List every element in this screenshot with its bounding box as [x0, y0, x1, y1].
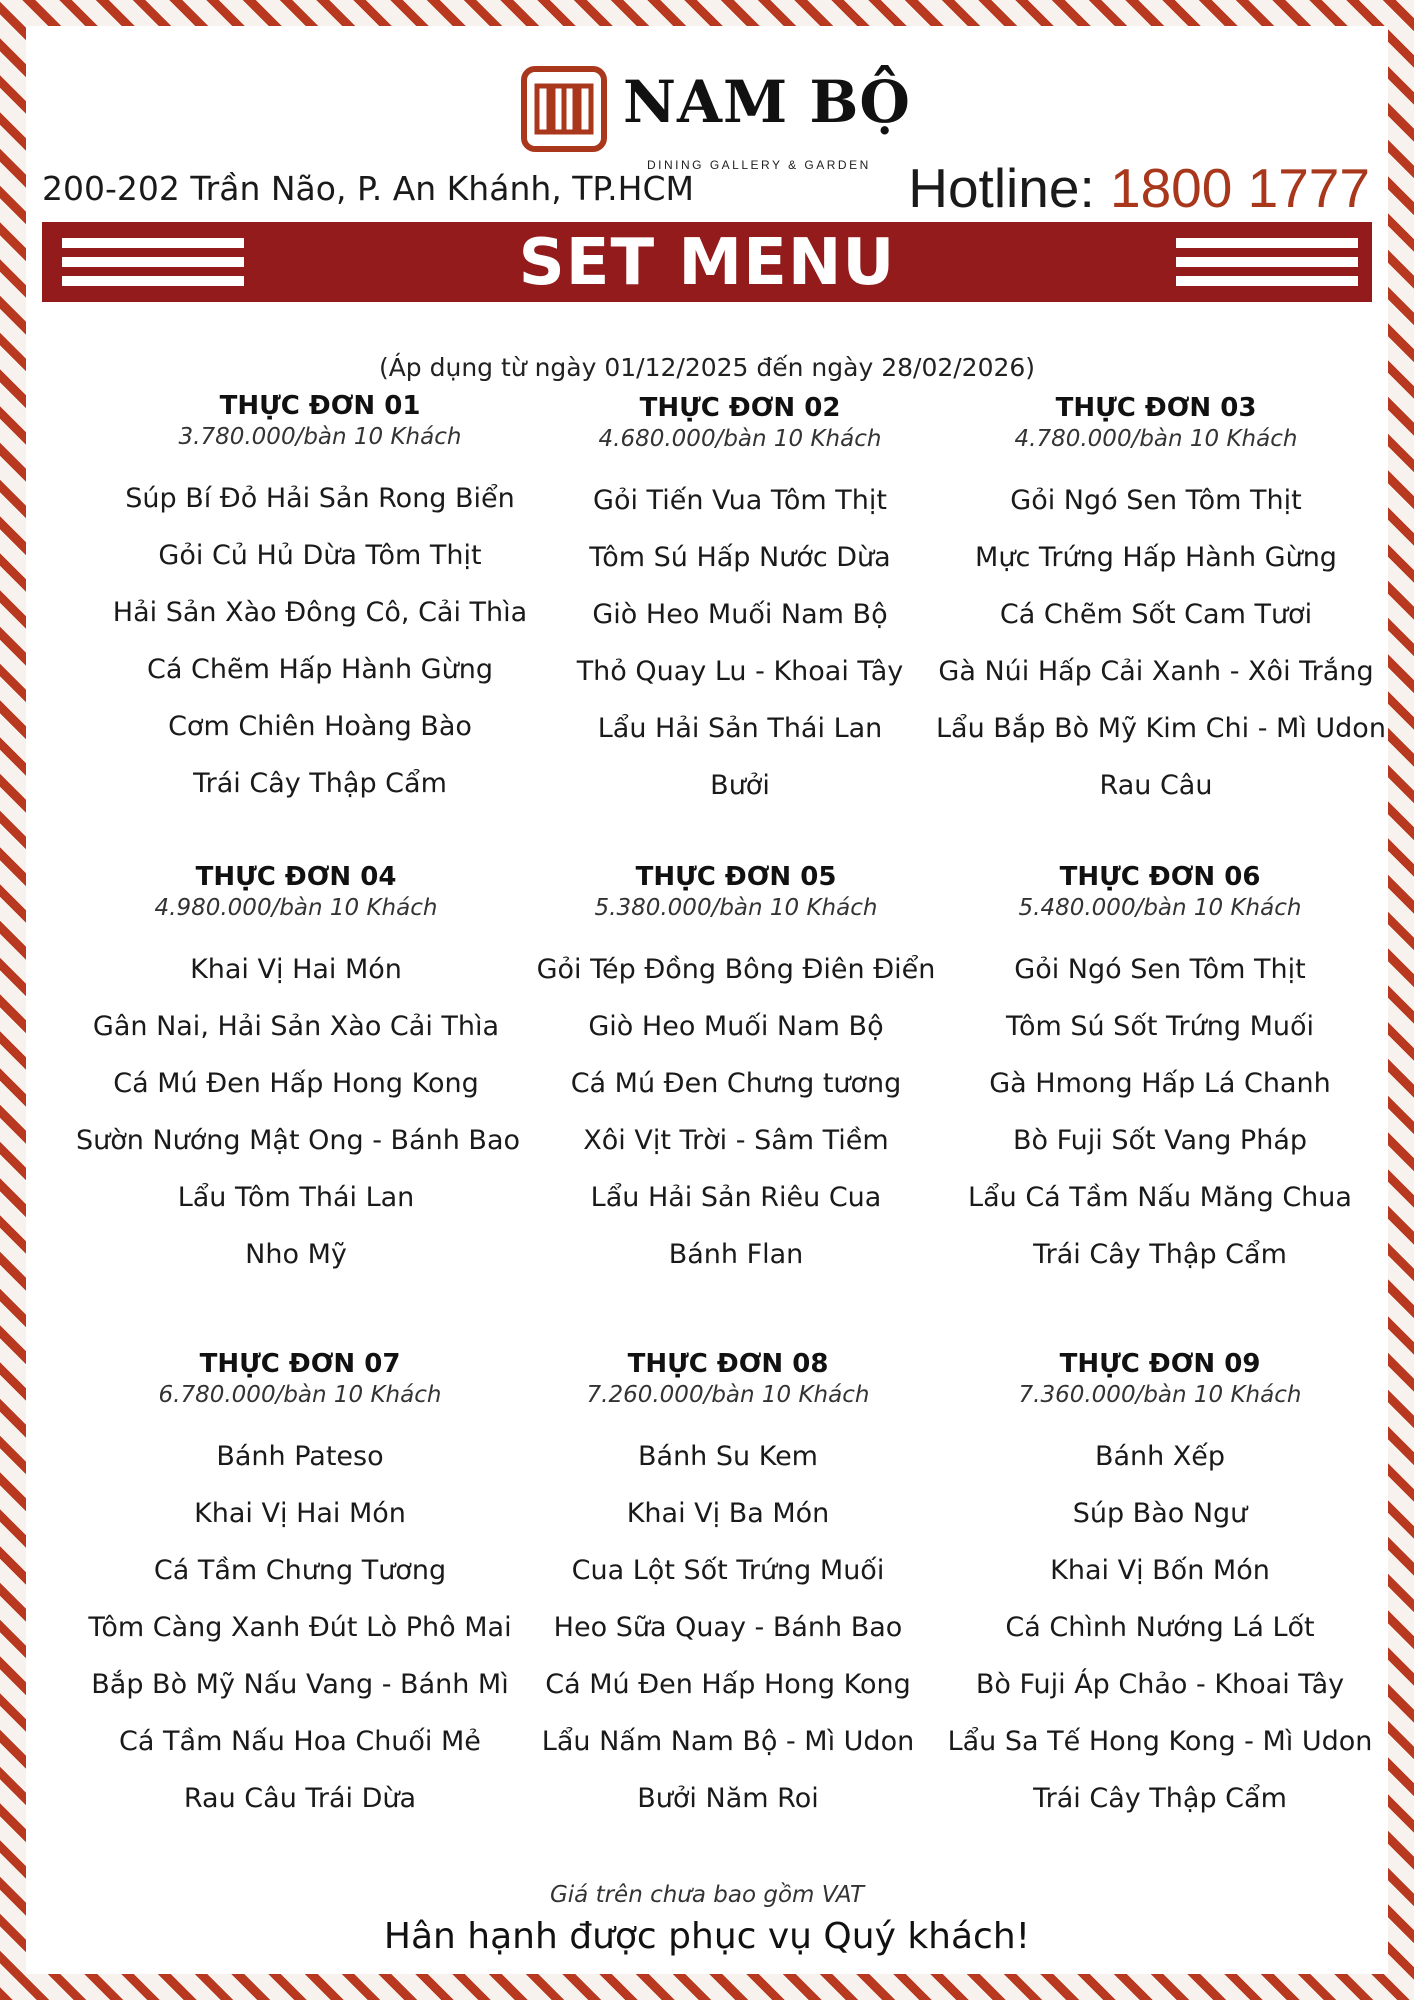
set-menu-07	[80, 1348, 520, 1827]
dish-item: Thỏ Quay Lu - Khoai Tây	[576, 656, 904, 687]
dish-item: Lẩu Hải Sản Riêu Cua	[590, 1182, 882, 1213]
banner-stripes-right	[1176, 238, 1358, 286]
dish-item: Gỏi Tép Đồng Bông Điên Điển	[536, 954, 936, 985]
dish-item: Bánh Pateso	[216, 1441, 384, 1472]
dish-item: Cá Chình Nướng Lá Lốt	[1005, 1612, 1315, 1643]
dish-item: Gỏi Tiến Vua Tôm Thịt	[593, 485, 887, 516]
menu-price: 4.680.000/bàn 10 Khách	[598, 426, 882, 452]
menu-title: THỰC ĐƠN 09	[1059, 1349, 1261, 1379]
set-menu-02	[520, 392, 960, 814]
menu-title: THỰC ĐƠN 05	[635, 862, 837, 892]
dish-item: Lẩu Cá Tầm Nấu Măng Chua	[968, 1182, 1352, 1213]
validity-period: (Áp dụng từ ngày 01/12/2025 đến ngày 28/02/2026)	[378, 353, 1036, 382]
dish-item: Xôi Vịt Trời - Sâm Tiềm	[583, 1125, 889, 1156]
dish-item: Giò Heo Muối Nam Bộ	[588, 1011, 884, 1042]
dish-item: Gỏi Ngó Sen Tôm Thịt	[1014, 954, 1306, 985]
set-menu-03	[936, 392, 1386, 814]
menu-title: THỰC ĐƠN 04	[195, 862, 397, 892]
dish-item: Tôm Sú Hấp Nước Dừa	[589, 542, 891, 573]
set-menu-05	[516, 861, 956, 1283]
dish-item: Lẩu Nấm Nam Bộ - Mì Udon	[541, 1726, 915, 1757]
dish-item: Giò Heo Muối Nam Bộ	[592, 599, 888, 630]
dish-item: Bưởi	[710, 770, 770, 801]
menu-price: 7.360.000/bàn 10 Khách	[1018, 1382, 1302, 1408]
dish-item: Bánh Flan	[668, 1239, 804, 1270]
menu-title: THỰC ĐƠN 01	[219, 391, 421, 421]
brand-tagline: DINING GALLERY & GARDEN	[647, 158, 871, 172]
dish-item: Hải Sản Xào Đông Cô, Cải Thìa	[112, 597, 528, 628]
menu-price: 4.980.000/bàn 10 Khách	[154, 895, 438, 921]
menu-title: THỰC ĐƠN 08	[627, 1349, 829, 1379]
dish-item: Tôm Càng Xanh Đút Lò Phô Mai	[88, 1612, 512, 1643]
menu-title: THỰC ĐƠN 03	[1055, 393, 1257, 423]
dish-item: Lẩu Bắp Bò Mỹ Kim Chi - Mì Udon	[936, 713, 1386, 744]
menu-title: THỰC ĐƠN 07	[199, 1349, 401, 1379]
set-menu-06	[940, 861, 1380, 1283]
logo-mark-icon	[521, 66, 607, 152]
dish-item: Lẩu Hải Sản Thái Lan	[597, 713, 883, 744]
menu-card	[26, 26, 1388, 1974]
dish-item: Trái Cây Thập Cẩm	[1033, 1239, 1287, 1270]
brand-logo	[521, 66, 951, 186]
menu-price: 7.260.000/bàn 10 Khách	[586, 1382, 870, 1408]
dish-item: Cá Mú Đen Hấp Hong Kong	[545, 1669, 911, 1700]
dish-item: Mực Trứng Hấp Hành Gừng	[975, 542, 1337, 573]
dish-item: Cá Tầm Chưng Tương	[153, 1555, 447, 1586]
menu-price: 3.780.000/bàn 10 Khách	[178, 424, 462, 450]
closing-message: Hân hạnh được phục vụ Quý khách!	[383, 1916, 1031, 1957]
dish-item: Khai Vị Bốn Món	[1050, 1555, 1270, 1586]
dish-item: Sườn Nướng Mật Ong - Bánh Bao	[76, 1125, 521, 1156]
set-menu-08	[508, 1348, 948, 1827]
dish-item: Tôm Sú Sốt Trứng Muối	[1005, 1011, 1315, 1042]
hotline-label: Hotline:	[908, 157, 1095, 219]
hotline-number[interactable]: 1800 1777	[1110, 157, 1370, 219]
dish-item: Cá Mú Đen Hấp Hong Kong	[113, 1068, 479, 1099]
dish-item: Cá Chẽm Hấp Hành Gừng	[147, 654, 493, 685]
dish-item: Bưởi Năm Roi	[637, 1783, 819, 1814]
dish-item: Lẩu Sa Tế Hong Kong - Mì Udon	[947, 1726, 1373, 1757]
brand-name: NAM BỘ	[623, 68, 911, 136]
set-menu-banner	[42, 222, 1372, 302]
banner-title: SET MENU	[518, 226, 896, 300]
dish-item: Bắp Bò Mỹ Nấu Vang - Bánh Mì	[91, 1669, 509, 1700]
dish-item: Khai Vị Ba Món	[626, 1498, 830, 1529]
dish-item: Cá Tầm Nấu Hoa Chuối Mẻ	[119, 1726, 481, 1757]
dish-item: Nho Mỹ	[245, 1239, 347, 1270]
dish-item: Gỏi Ngó Sen Tôm Thịt	[1010, 485, 1302, 516]
dish-item: Gân Nai, Hải Sản Xào Cải Thìa	[92, 1011, 500, 1042]
dish-item: Lẩu Tôm Thái Lan	[177, 1182, 415, 1213]
dish-item: Trái Cây Thập Cẩm	[1033, 1783, 1287, 1814]
dish-item: Súp Bí Đỏ Hải Sản Rong Biển	[125, 483, 515, 514]
restaurant-address: 200-202 Trần Não, P. An Khánh, TP.HCM	[42, 169, 694, 208]
menu-title: THỰC ĐƠN 02	[639, 393, 841, 423]
dish-item: Gà Núi Hấp Cải Xanh - Xôi Trắng	[938, 656, 1374, 687]
dish-item: Cơm Chiên Hoàng Bào	[168, 711, 472, 742]
dish-item: Rau Câu Trái Dừa	[183, 1783, 417, 1814]
set-menu-04	[76, 861, 521, 1283]
dish-item: Súp Bào Ngư	[1072, 1498, 1248, 1529]
dish-item: Khai Vị Hai Món	[190, 954, 402, 985]
dish-item: Bánh Xếp	[1094, 1441, 1226, 1472]
set-menu-01	[100, 390, 540, 812]
dish-item: Bò Fuji Áp Chảo - Khoai Tây	[975, 1669, 1345, 1700]
dish-item: Cá Mú Đen Chưng tương	[570, 1068, 902, 1099]
dish-item: Bò Fuji Sốt Vang Pháp	[1012, 1125, 1308, 1156]
set-menu-09	[940, 1348, 1380, 1827]
dish-item: Cá Chẽm Sốt Cam Tươi	[999, 599, 1313, 630]
dish-item: Heo Sữa Quay - Bánh Bao	[553, 1612, 903, 1643]
dish-item: Khai Vị Hai Món	[194, 1498, 406, 1529]
menu-price: 4.780.000/bàn 10 Khách	[1014, 426, 1298, 452]
dish-item: Gỏi Củ Hủ Dừa Tôm Thịt	[158, 540, 482, 571]
dish-item: Gà Hmong Hấp Lá Chanh	[989, 1068, 1331, 1099]
menu-price: 6.780.000/bàn 10 Khách	[158, 1382, 442, 1408]
dish-item: Cua Lột Sốt Trứng Muối	[571, 1555, 885, 1586]
vat-note: Giá trên chưa bao gồm VAT	[549, 1882, 865, 1908]
menu-title: THỰC ĐƠN 06	[1059, 862, 1261, 892]
hotline	[908, 156, 1370, 220]
dish-item: Rau Câu	[1099, 770, 1213, 801]
dish-item: Bánh Su Kem	[638, 1441, 818, 1472]
dish-item: Trái Cây Thập Cẩm	[193, 768, 447, 799]
menu-price: 5.380.000/bàn 10 Khách	[594, 895, 878, 921]
menu-price: 5.480.000/bàn 10 Khách	[1018, 895, 1302, 921]
